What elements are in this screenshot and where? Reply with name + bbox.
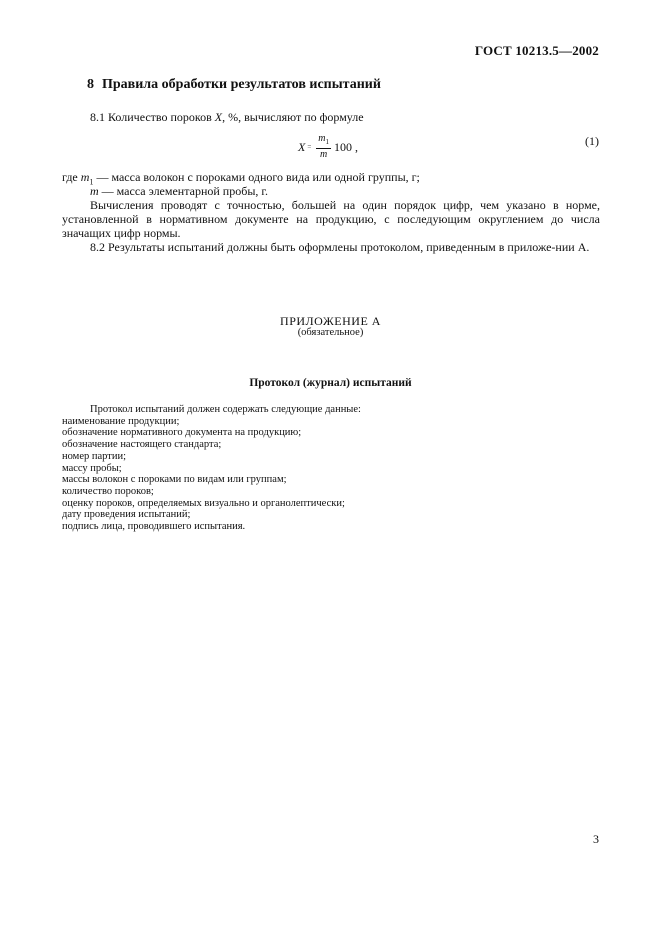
formula-fraction xyxy=(316,133,331,161)
formula-factor: 100 , xyxy=(334,139,359,154)
formula-denominator: m xyxy=(320,149,328,160)
where-prefix: где xyxy=(62,170,81,184)
where-text-1: — масса волокон с пороками одного вида или одной группы, г; xyxy=(93,170,420,184)
formula xyxy=(298,132,358,162)
calculation-paragraph: Вычисления проводят с точностью, большей на один порядок цифр, чем указано в норме, установленной в нормативном документе на продукцию, с последующим округлением до числа значащих цифр нормы. xyxy=(62,198,600,240)
list-item: оценку пороков, определяемых визуально и органолептически; xyxy=(62,497,345,509)
protocol-requirements xyxy=(62,404,361,533)
where-line-2 xyxy=(90,184,268,198)
protocol-title: Протокол (журнал) испытаний xyxy=(249,377,412,389)
paragraph-8-1-variable: X xyxy=(214,110,223,124)
formula-numerator-var: m xyxy=(318,133,326,144)
page-number: 3 xyxy=(593,832,599,846)
paragraph-8-2: 8.2 Результаты испытаний должны быть оформлены протоколом, приведенным в приложе-нии А. xyxy=(90,240,590,254)
formula-equals: = xyxy=(307,143,312,151)
paragraph-8-1 xyxy=(90,110,364,124)
list-item: дату проведения испытаний; xyxy=(62,509,191,521)
list-item: массу пробы; xyxy=(62,462,122,474)
formula-numerator xyxy=(316,133,331,149)
list-item: обозначение настоящего стандарта; xyxy=(62,439,222,451)
document-code-header: ГОСТ 10213.5—2002 xyxy=(474,43,599,58)
annex-title: ПРИЛОЖЕНИЕ А xyxy=(280,314,381,328)
list-item: количество пороков; xyxy=(62,485,154,497)
list-item: номер партии; xyxy=(62,450,126,462)
annex-subtitle: (обязательное) xyxy=(297,327,364,338)
list-item: массы волокон с пороками по видам или группам; xyxy=(62,474,287,486)
where-var-1-sub: 1 xyxy=(89,177,94,187)
paragraph-8-1-text-before: 8.1 Количество пороков xyxy=(90,110,215,124)
where-text-2: — масса элементарной пробы, г. xyxy=(98,184,268,198)
section-title: Правила обработки результатов испытаний xyxy=(102,77,381,92)
formula-lhs: X xyxy=(298,139,306,154)
list-item: наименование продукции; xyxy=(62,415,180,427)
protocol-intro: Протокол испытаний должен содержать следующие данные: xyxy=(90,404,361,415)
where-var-1: m xyxy=(80,170,90,184)
where-var-2: m xyxy=(90,184,99,198)
section-number: 8 xyxy=(87,77,94,92)
list-item: обозначение нормативного документа на продукцию; xyxy=(62,427,302,439)
list-item: подпись лица, проводившего испытания. xyxy=(62,521,246,533)
section-heading xyxy=(87,77,381,93)
formula-number: (1) xyxy=(585,134,599,148)
formula-numerator-sub: 1 xyxy=(325,138,330,146)
paragraph-8-1-text-after: , %, вычисляют по формуле xyxy=(222,110,364,124)
